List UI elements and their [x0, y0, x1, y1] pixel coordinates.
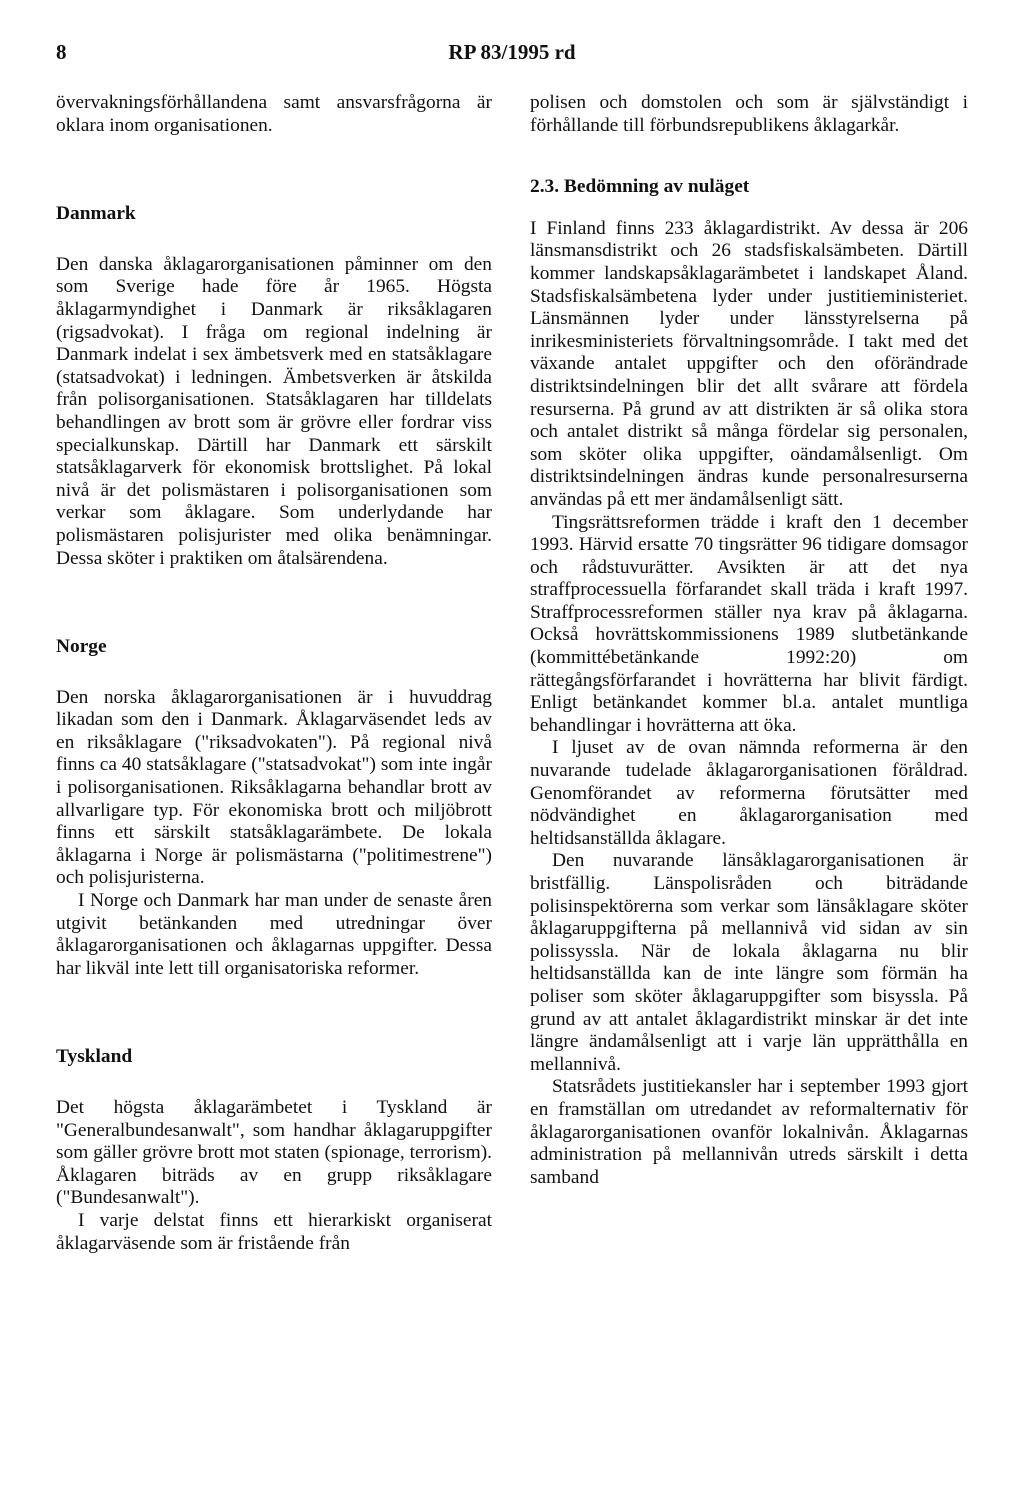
bedomning-paragraph-5: Statsrådets justitiekansler har i september 1993 gjort en framställan om utredandet av reformalternativ för åklagarorganisationen ovanför lokalnivån. Åklagarnas administration på mellannivån utreds särskilt i detta samband — [530, 1076, 968, 1188]
heading-bedomning: 2.3. Bedömning av nuläget — [530, 176, 750, 198]
tyskland-paragraph-2: I varje delstat finns ett hierarkiskt organiserat åklagarväsende som är fristående från — [56, 1209, 492, 1254]
tyskland-paragraph-1: Det högsta åklagarämbetet i Tyskland är "Generalbundesanwalt", som handhar åklagaruppgifter som gäller grövre brott mot staten (spionage, terrorism). Åklagaren biträds av en grupp riksåklagare ("Bundesanwalt"). — [56, 1097, 492, 1209]
bedomning-paragraph-4: Den nuvarande länsåklagarorganisationen är bristfällig. Länspolisråden och biträdande polisinspektörerna som verkar som länsåklagare sköter åklagaruppgifterna på mellannivå vid sidan av sin polissyssla. När de lokala åklagarna nu blir heltidsanställda kan de inte längre som förmän ha poliser som sköter åklagaruppgifter som bisyssla. På grund av att antalet åklagardistrikt minskar är det inte längre ändamålsenligt att i varje län upprätthålla en mellannivå. — [530, 850, 968, 1075]
bedomning-paragraph-2: Tingsrättsreformen trädde i kraft den 1 december 1993. Härvid ersatte 70 tingsrätter 96 tidigare domsagor och rådstuvurätter. Avsikten är att det nya straffprocessuella förfarandet skall träda i kraft 1997. Straffprocessreformen ställer nya krav på åklagarna. Också hovrättskommissionens 1989 slutbetänkande (kommittébetänkande 1992:20) om rättegångsförfarandet i hovrätterna har blivit färdigt. Enligt betänkandet kommer bl.a. antalet muntliga behandlingar i hovrätterna att öka. — [530, 511, 968, 736]
heading-danmark: Danmark — [56, 203, 136, 225]
danmark-paragraph-1: Den danska åklagarorganisationen påminner om den som Sverige hade före år 1965. Högsta åklagarmyndighet i Danmark är riksåklagaren (rigsadvokat). I fråga om regional indelning är Danmark indelat i sex ämbetsverk med en statsåklagare (statsadvokat) i ledningen. Ämbetsverken är åtskilda från polisorganisationen. Statsåklagaren har tilldelats behandlingen av brott som är grövre eller fordrar viss specialkunskap. Därtill har Danmark ett särskilt statsåklagarverk för ekonomisk brottslighet. På lokal nivå är det polismästaren i polisorganisationen som verkar som åklagare. Som underlydande har polismästaren polisjurister med olika benämningar. Dessa sköter i praktiken om åtalsärendena. — [56, 253, 492, 569]
norge-paragraph-1: Den norska åklagarorganisationen är i huvuddrag likadan som den i Danmark. Åklagarväsendet leds av en riksåklagare ("riksadvokaten"). På regional nivå finns ca 40 statsåklagare ("statsadvokat") som inte ingår i polisorganisationen. Riksåklagarna behandlar brott av allvarligare typ. För ekonomiska brott och miljöbrott finns ett särskilt statsåklagarämbete. De lokala åklagarna i Norge är polismästarna ("politimestrene") och polisjuristerna. — [56, 686, 492, 889]
bedomning-paragraph-1: I Finland finns 233 åklagardistrikt. Av dessa är 206 länsmansdistrikt och 26 stadsfiskalsämbeten. Därtill kommer landskapsåklagarämbetet i landskapet Åland. Stadsfiskalsämbetena lyder under justitieministeriet. Länsmännen lyder under länsstyrelserna på inrikesministeriets förvaltningsområde. I takt med det växande antalet uppgifter och den oförändrade distriktsindelningen blir det allt svårare att fördela resurserna. På grund av att distrikten är så olika stora och antalet distrikt så många fördelar sig personalen, som sköter olika uppgifter, oändamålsenligt. Om distriktsindelningen ändras kunde personalresurserna användas på ett mer ändamålsenligt sätt. — [530, 217, 968, 510]
page-number: 8 — [56, 40, 67, 64]
left-intro-paragraph: övervakningsförhållandena samt ansvarsfrågorna är oklara inom organisationen. — [56, 92, 492, 136]
bedomning-paragraph-3: I ljuset av de ovan nämnda reformerna är den nuvarande tudelade åklagarorganisationen föråldrad. Genomförandet av reformerna förutsätter med nödvändighet en åklagarorganisation med heltidsanställda åklagare. — [530, 737, 968, 849]
right-intro-paragraph: polisen och domstolen och som är självständigt i förhållande till förbundsrepublikens åklagarkår. — [530, 92, 968, 136]
heading-norge: Norge — [56, 636, 107, 658]
left-column — [56, 92, 492, 1255]
norge-paragraph-2: I Norge och Danmark har man under de senaste åren utgivit betänkanden med utredningar över åklagarorganisationen och åklagarnas uppgifter. Dessa har likväl inte lett till organisatoriska reformer. — [56, 890, 492, 979]
right-column — [530, 92, 968, 1189]
running-head: RP 83/1995 rd — [448, 40, 576, 64]
heading-tyskland: Tyskland — [56, 1046, 133, 1068]
